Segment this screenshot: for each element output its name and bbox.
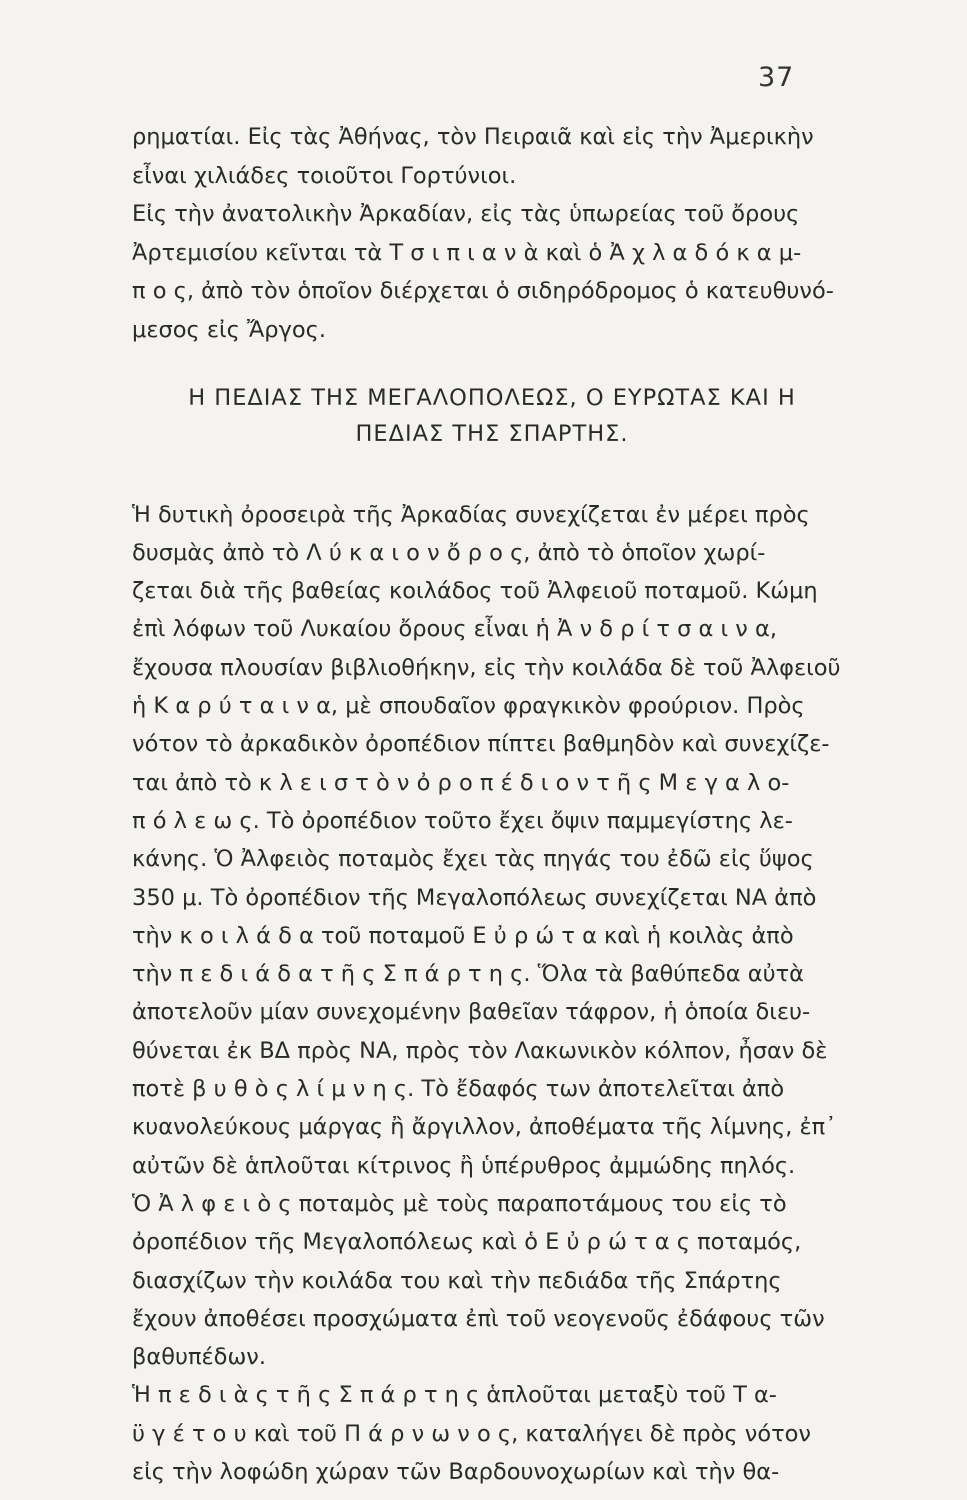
text-line: ἔχουσα πλουσίαν βιβλιοθήκην, εἰς τὴν κοιλάδα δὲ τοῦ Ἀλφειοῦ	[132, 654, 841, 681]
text-line: ρηματίαι. Εἰς τὰς Ἀθήνας, τὸν Πειραιᾶ καὶ εἰς τὴν Ἀμερικὴν	[132, 124, 814, 150]
text-line: ζεται διὰ τῆς βαθείας κοιλάδος τοῦ Ἀλφειοῦ ποταμοῦ. Κώμη	[132, 578, 818, 605]
page-number: 37	[758, 62, 795, 93]
text-line: Ἀρτεμισίου κεῖνται τὰ Τ σ ι π ι α ν ὰ καὶ ὁ Ἀ χ λ α δ ό κ α μ-	[132, 239, 802, 266]
text-line: βαθυπέδων.	[132, 1344, 267, 1371]
text-line: Εἰς τὴν ἀνατολικὴν Ἀρκαδίαν, εἰς τὰς ὑπωρείας τοῦ ὄρους	[132, 201, 800, 228]
text-line: μεσος εἰς Ἄργος.	[132, 316, 327, 343]
text-line: εἶναι χιλιάδες τοιοῦτοι Γορτύνιοι.	[132, 162, 517, 189]
text-line: κάνης. Ὁ Ἀλφειὸς ποταμὸς ἔχει τὰς πηγάς του ἐδῶ εἰς ὕψος	[132, 846, 814, 873]
text-line: Ἡ π ε δ ι ὰ ς τ ῆ ς Σ π ά ρ τ η ς ἁπλοῦται μεταξὺ τοῦ Τ α-	[132, 1382, 777, 1409]
text-line: Ἡ δυτικὴ ὀροσειρὰ τῆς Ἀρκαδίας συνεχίζεται ἐν μέρει πρὸς	[132, 501, 810, 528]
text-line: ἀποτελοῦν μίαν συνεχομένην βαθεῖαν τάφρον, ἡ ὁποία διευ-	[132, 999, 811, 1026]
text-line: δυσμὰς ἀπὸ τὸ Λ ύ κ α ι ο ν ὄ ρ ο ς, ἀπὸ τὸ ὁποῖον χωρί-	[132, 539, 766, 566]
text-line: κυανολεύκους μάργας ἢ ἄργιλλον, ἀποθέματα τῆς λίμνης, ἐπ᾽	[132, 1114, 837, 1141]
text-body	[132, 118, 852, 1491]
heading-line: ΠΕΔΙΑΣ ΤΗΣ ΣΠΑΡΤΗΣ.	[355, 420, 629, 447]
text-line: π ό λ ε ω ς. Τὸ ὀροπέδιον τοῦτο ἔχει ὄψιν παμμεγίστης λε-	[132, 807, 793, 834]
text-line: ἡ Κ α ρ ύ τ α ι ν α, μὲ σπουδαῖον φραγκικὸν φρούριον. Πρὸς	[132, 693, 805, 720]
text-line: ὀροπέδιον τῆς Μεγαλοπόλεως καὶ ὁ Ε ὐ ρ ώ τ α ς ποταμός,	[132, 1229, 802, 1256]
section-heading	[132, 380, 852, 466]
text-line: νότον τὸ ἀρκαδικὸν ὀροπέδιον πίπτει βαθμηδὸν καὶ συνεχίζε-	[132, 731, 830, 758]
text-line: εἰς τὴν λοφώδη χώραν τῶν Βαρδουνοχωρίων καὶ τὴν θα-	[132, 1458, 780, 1485]
text-line: Ὁ Ἀ λ φ ε ι ὸ ς ποταμὸς μὲ τοὺς παραποτάμους του εἰς τὸ	[132, 1190, 787, 1217]
spacer	[132, 466, 852, 496]
text-line: ποτὲ β υ θ ὸ ς λ ί μ ν η ς. Τὸ ἔδαφός των ἀποτελεῖται ἀπὸ	[132, 1076, 785, 1103]
text-line: αὐτῶν δὲ ἁπλοῦται κίτρινος ἢ ὑπέρυθρος ἀμμώδης πηλός.	[132, 1152, 796, 1179]
paragraph-group-bottom	[132, 496, 852, 1492]
text-line: π ο ς, ἀπὸ τὸν ὁποῖον διέρχεται ὁ σιδηρόδρομος ὁ κατευθυνό-	[132, 278, 834, 305]
text-line: διασχίζων τὴν κοιλάδα του καὶ τὴν πεδιάδα τῆς Σπάρτης	[132, 1267, 782, 1294]
text-line: ἔχουν ἀποθέσει προσχώματα ἐπὶ τοῦ νεογενοῦς ἐδάφους τῶν	[132, 1305, 825, 1332]
text-line: τὴν π ε δ ι ά δ α τ ῆ ς Σ π ά ρ τ η ς. Ὅλα τὰ βαθύπεδα αὐτὰ	[132, 961, 805, 988]
heading-line: Η ΠΕΔΙΑΣ ΤΗΣ ΜΕΓΑΛΟΠΟΛΕΩΣ, Ο ΕΥΡΩΤΑΣ ΚΑΙ Η	[188, 384, 796, 411]
text-line: θύνεται ἐκ ΒΔ πρὸς ΝΑ, πρὸς τὸν Λακωνικὸν κόλπον, ἦσαν δὲ	[132, 1037, 828, 1064]
text-line: ται ἀπὸ τὸ κ λ ε ι σ τ ὸ ν ὀ ρ ο π έ δ ι ο ν τ ῆ ς Μ ε γ α λ ο-	[132, 769, 790, 796]
text-line: τὴν κ ο ι λ ά δ α τοῦ ποταμοῦ Ε ὐ ρ ώ τ α καὶ ἡ κοιλὰς ἀπὸ	[132, 922, 794, 949]
text-line: ϋ γ έ τ ο υ καὶ τοῦ Π ά ρ ν ω ν ο ς, καταλήγει δὲ πρὸς νότον	[132, 1420, 811, 1447]
text-line: ἐπὶ λόφων τοῦ Λυκαίου ὄρους εἶναι ἡ Ἀ ν δ ρ ί τ σ α ι ν α,	[132, 616, 777, 643]
text-line: 350 μ. Τὸ ὀροπέδιον τῆς Μεγαλοπόλεως συνεχίζεται ΝΑ ἀπὸ	[132, 884, 817, 911]
paragraph-group-top	[132, 118, 852, 350]
